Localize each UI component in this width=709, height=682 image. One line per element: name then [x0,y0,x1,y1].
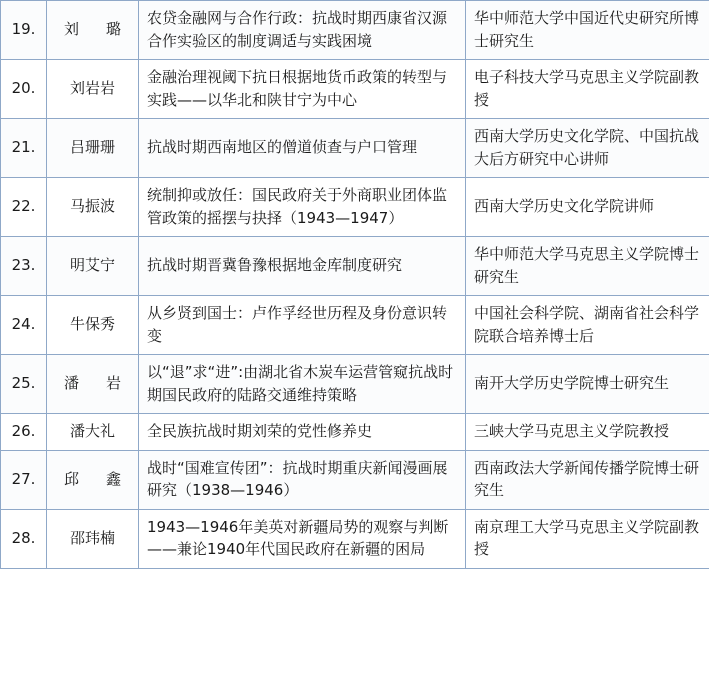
row-author-name: 刘 璐 [47,1,139,60]
row-number: 24. [1,296,47,355]
row-author-name: 牛保秀 [47,296,139,355]
table-row [1,414,709,451]
row-affiliation: 南开大学历史学院博士研究生 [466,355,709,414]
row-paper-title: 农贷金融网与合作行政：抗战时期西康省汉源合作实验区的制度调适与实践困境 [139,1,466,60]
row-affiliation: 三峡大学马克思主义学院教授 [466,414,709,451]
table-row [1,178,709,237]
row-paper-title: 1943—1946年美英对新疆局势的观察与判断——兼论1940年代国民政府在新疆的困局 [139,509,466,568]
row-number: 21. [1,119,47,178]
row-affiliation: 电子科技大学马克思主义学院副教授 [466,60,709,119]
row-affiliation: 华中师范大学马克思主义学院博士研究生 [466,237,709,296]
row-author-name: 潘 岩 [47,355,139,414]
row-affiliation: 西南政法大学新闻传播学院博士研究生 [466,450,709,509]
row-paper-title: 从乡贤到国士：卢作孚经世历程及身份意识转变 [139,296,466,355]
row-number: 19. [1,1,47,60]
row-paper-title: 战时“国难宣传团”：抗战时期重庆新闻漫画展研究（1938—1946） [139,450,466,509]
row-paper-title: 以“退”求“进”:由湖北省木炭车运营管窥抗战时期国民政府的陆路交通维持策略 [139,355,466,414]
row-paper-title: 抗战时期西南地区的僧道侦查与户口管理 [139,119,466,178]
table-row [1,355,709,414]
row-affiliation: 中国社会科学院、湖南省社会科学院联合培养博士后 [466,296,709,355]
row-number: 20. [1,60,47,119]
table-row [1,1,709,60]
row-number: 27. [1,450,47,509]
row-number: 25. [1,355,47,414]
table-row [1,119,709,178]
row-author-name: 马振波 [47,178,139,237]
table-row [1,60,709,119]
row-affiliation: 南京理工大学马克思主义学院副教授 [466,509,709,568]
row-number: 22. [1,178,47,237]
row-number: 26. [1,414,47,451]
row-author-name: 潘大礼 [47,414,139,451]
roster-table-body [1,1,709,569]
row-paper-title: 金融治理视阈下抗日根据地货币政策的转型与实践——以华北和陕甘宁为中心 [139,60,466,119]
row-affiliation: 西南大学历史文化学院、中国抗战大后方研究中心讲师 [466,119,709,178]
row-author-name: 明艾宁 [47,237,139,296]
row-paper-title: 统制抑或放任：国民政府关于外商职业团体监管政策的摇摆与抉择（1943—1947） [139,178,466,237]
row-author-name: 吕珊珊 [47,119,139,178]
row-affiliation: 华中师范大学中国近代史研究所博士研究生 [466,1,709,60]
row-paper-title: 全民族抗战时期刘荣的党性修养史 [139,414,466,451]
row-author-name: 刘岩岩 [47,60,139,119]
table-row [1,237,709,296]
row-number: 28. [1,509,47,568]
table-row [1,296,709,355]
row-author-name: 邱 鑫 [47,450,139,509]
row-paper-title: 抗战时期晋冀鲁豫根据地金库制度研究 [139,237,466,296]
table-row [1,509,709,568]
row-number: 23. [1,237,47,296]
row-author-name: 邵玮楠 [47,509,139,568]
row-affiliation: 西南大学历史文化学院讲师 [466,178,709,237]
table-row [1,450,709,509]
